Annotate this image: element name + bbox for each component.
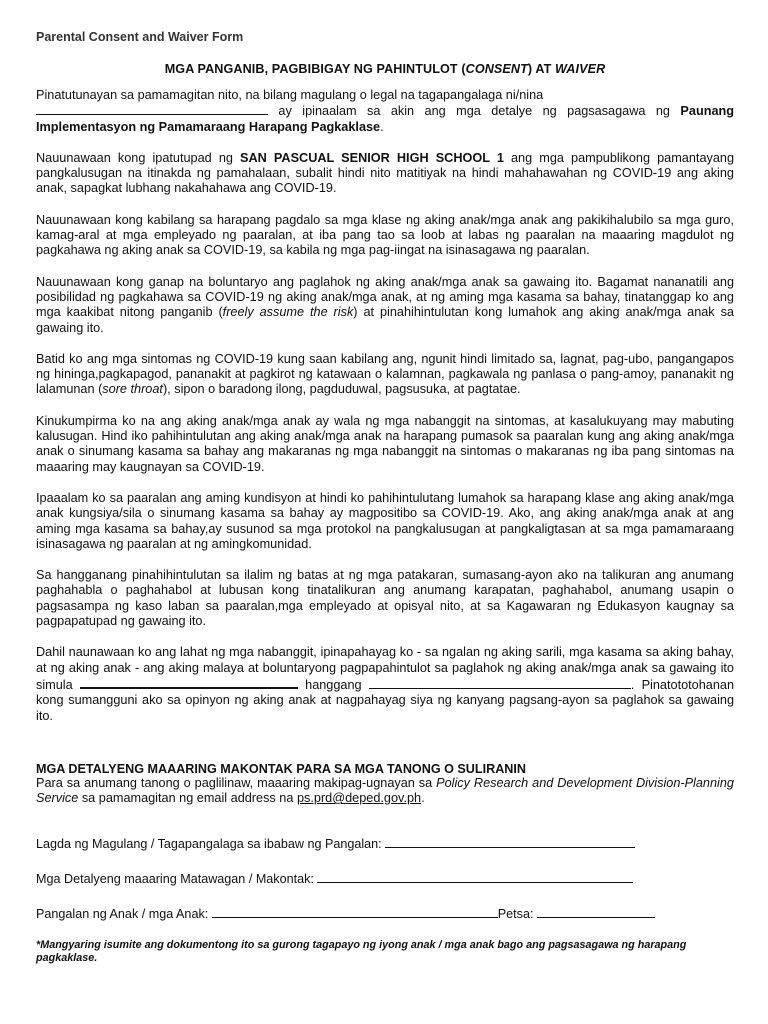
paragraph-consent (36, 645, 734, 723)
contact-label: Mga Detalyeng maaaring Matawagan / Makontak: (36, 872, 318, 887)
signature-blank[interactable] (385, 836, 635, 848)
paragraph-symptoms (36, 352, 734, 398)
form-title (36, 62, 734, 76)
paragraph-interaction: Nauunawaan kong kabilang sa harapang pagdalo sa mga klase ng aking anak/mga anak ang pakikihalubilo sa mga guro, kamag-aral at mga empleyado ng paaralan, at iba pang tao sa loob at labas ng paaralan na maaaring magdulot ng pagkahawa ng aking anak sa COVID-19, sa kabila ng mga pag-iingat na isinasagawa ng paaralan. (36, 212, 734, 258)
start-date-blank[interactable] (80, 676, 298, 689)
paragraph-notification: Ipaaalam ko sa paaralan ang aming kundisyon at hindi ko pahihintulutang lumahok sa harapang klase ang aking anak/mga anak kungsiya/sila o sinumang kasama sa bahay ay magpositibo sa COVID-19. Ako, ang aking anak/mga anak at ang aming mga kasama sa bahay,ay susunod sa mga protokol na pangkalusugan at pangkaligtasan at sa mga pamamaraang isinasagawa ng paaralan at ng amingkomunidad. (36, 490, 734, 551)
contacts-before: Para sa anumang tanong o paglilinaw, maaaring makipag-ugnayan sa (36, 775, 437, 790)
voluntary-after: ) at pinahihintulutan kong lumahok ang aking anak/mga anak sa gawaing ito. (36, 305, 734, 335)
consent-middle: hanggang (297, 677, 369, 692)
certification-end: . (380, 119, 384, 134)
end-date-blank[interactable] (369, 677, 631, 689)
form-header: Parental Consent and Waiver Form (36, 30, 244, 44)
contacts-heading: MGA DETALYENG MAAARING MAKONTAK PARA SA MGA TANONG O SULIRANIN (36, 761, 526, 776)
signature-label: Lagda ng Magulang / Tagapangalaga sa ibabaw ng Pangalan: (36, 837, 386, 852)
symptoms-after: ), sipon o baradong ilong, pagduduwal, pagsusuka, at pagtatae. (162, 382, 521, 397)
voluntary-before: Nauunawaan kong ganap na boluntaryo ang paglahok ng aking anak/mga anak sa gawaing ito. Bagamat nananatili ang posibilidad ng pagkahawa sa COVID-19 ng aking anak/mga anak, at ng aming mga kasama sa bahay, tinatanggap ko ang mga kaakibat nitong panganib ( (36, 274, 734, 320)
paragraph-waiver: Sa hangganang pinahihintulutan sa ilalim ng batas at ng mga patakaran, sumasang-ayon ako na talikuran ang anumang paghahabla o paghahabol at lubusan kong tinatalikuran ang anumang karapatan, paghahabol, anumang usapin o pagsasampa ng kaso laban sa paaralan,mga empleyado at opisyal nito, at sa Kagawaran ng Edukasyon kaugnay sa pagpapatupad ng gawaing ito. (36, 568, 734, 629)
date-blank[interactable] (537, 906, 655, 918)
contacts-body (36, 776, 734, 807)
school-name: SAN PASCUAL SENIOR HIGH SCHOOL 1 (240, 150, 504, 165)
contact-field-row (36, 871, 734, 886)
consent-after: . Pinatototohanan kong sumangguni ako sa opinyon ng aking anak at nagpahayag siya ng kanyang pagsang-ayon sa paglahok sa gawaing ito. (36, 677, 735, 723)
voluntary-italic: freely assume the risk (222, 305, 354, 320)
title-middle: ) AT (527, 62, 555, 76)
contacts-end: . (421, 791, 425, 806)
consent-before: Dahil naunawaan ko ang lahat ng mga nabanggit, ipinapahayag ko - sa ngalan ng aking sarili, mga kasama sa aking bahay, at ng aking anak - ang aking malaya at boluntaryong pagpapahintulot sa paglahok ng aking anak/mga anak sa gawaing ito simula (36, 645, 734, 692)
contact-blank[interactable] (317, 871, 633, 883)
school-after: ang mga pampublikong pamantayang pangkalusugan na itinakda ng pamahalaan, subalit hindi nito matitiyak na hindi mahahawahan ng COVID-19 ang aking anak, sapagkat lubhang nakahahawa ang COVID-19. (36, 150, 735, 196)
paragraph-confirmation: Kinukumpirma ko na ang aking anak/mga anak ay wala ng mga nabanggit na sintomas, at kasalukuyang may mabuting kalusugan. Hind iko pahihintulutan ang aking anak/mga anak na harapang pumasok sa paaralan kung ang aking anak/mga anak o sinumang kasama sa bahay ang makaranas ng mga nabanggit na sintomas o makaranas ng iba pang sintomas na maaaring may kaugnayan sa COVID-19. (36, 413, 734, 474)
paragraph-certification (36, 88, 734, 135)
paragraph-school (36, 151, 734, 197)
date-label: Petsa: (497, 907, 537, 922)
symptoms-italic: sore throat (102, 382, 163, 397)
contacts-middle: sa pamamagitan ng email address na (78, 791, 297, 806)
title-waiver: WAIVER (554, 62, 606, 76)
submission-footnote: *Mangyaring isumite ang dokumentong ito sa gurong tagapayo ng iyong anak / mga anak bago ang pagsasagawa ng harapang pagkaklase. (36, 939, 687, 965)
child-name-field-blank[interactable] (212, 906, 498, 918)
contacts-office: Policy Research and Development Division-Planning Service (36, 775, 734, 806)
school-before: Nauunawaan kong ipatutupad ng (36, 150, 241, 165)
contact-email-link[interactable]: ps.prd@deped.gov.ph (296, 791, 422, 806)
child-name-label: Pangalan ng Anak / mga Anak: (36, 907, 212, 922)
signature-field-row (36, 836, 734, 851)
certification-line: Pinatutunayan sa pamamagitan nito, na bilang magulang o legal na tagapangalaga ni/nina (36, 88, 544, 102)
paragraph-voluntary (36, 275, 734, 336)
certification-cont: ay ipinaalam sa akin ang mga detalye ng pagsasagawa ng (268, 104, 681, 119)
symptoms-before: Batid ko ang mga sintomas ng COVID-19 kung saan kabilang ang, ngunit hindi limitado sa, lagnat, pag-ubo, pangangapos ng hininga,pagkapagod, pananakit at pagkirot ng katawaan o kalamnan, pagkawala ng panlasa o pang-amoy, pananakit ng lalamunan ( (36, 351, 734, 397)
title-prefix: MGA PANGANIB, PAGBIBIGAY NG PAHINTULOT ( (164, 62, 466, 76)
child-field-row (36, 906, 734, 921)
title-consent: CONSENT (465, 62, 528, 76)
program-name: Paunang Implementasyon ng Pamamaraang Harapang Pagkaklase (36, 104, 734, 134)
child-name-blank[interactable] (36, 103, 268, 115)
